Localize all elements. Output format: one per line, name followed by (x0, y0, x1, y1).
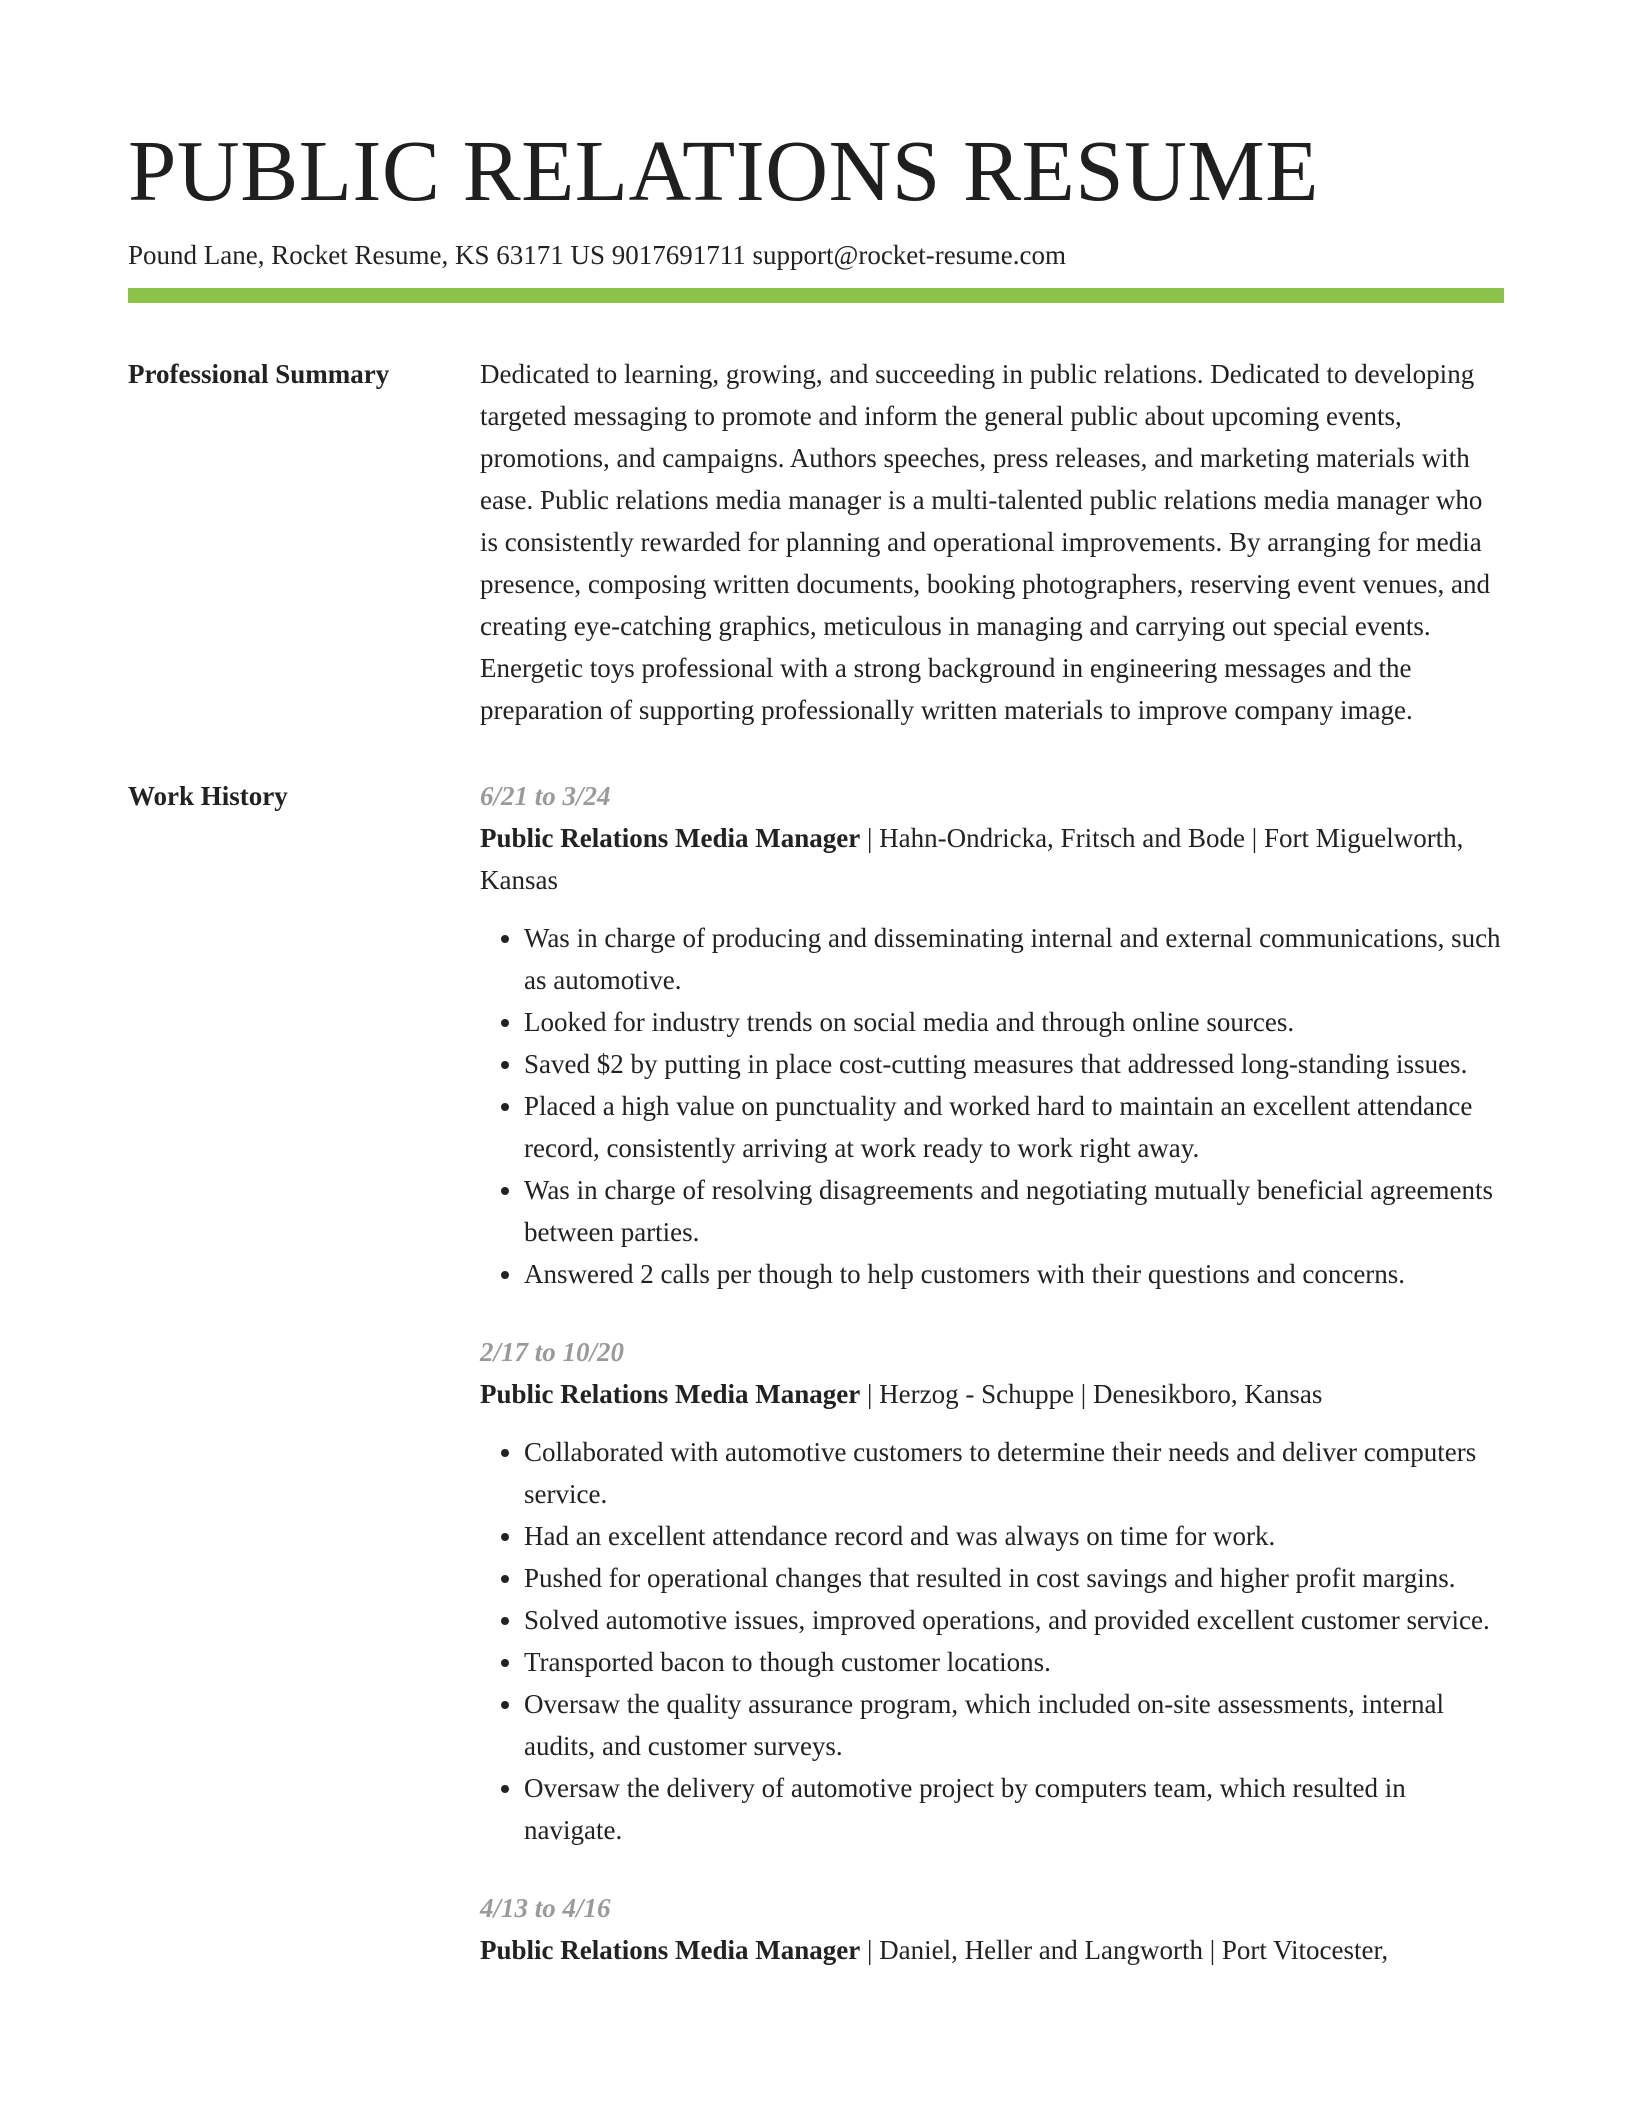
job-heading (480, 817, 1504, 901)
job-dates: 6/21 to 3/24 (480, 781, 611, 811)
work-body (480, 775, 1504, 2007)
job-bullet: • Transported bacon to though customer locations. (524, 1641, 1504, 1683)
job-entry (480, 775, 1504, 1295)
summary-text: Dedicated to learning, growing, and succeeding in public relations. Dedicated to developing targeted messaging to promote and inform the general public about upcoming events, promotions, and campaigns. Authors speeches, press releases, and marketing materials with ease. Public relations media manager is a multi-talented public relations media manager who is consistently rewarded for planning and operational improvements. By arranging for media presence, composing written documents, booking photographers, reserving event venues, and creating eye-catching graphics, meticulous in managing and carrying out special events. Energetic toys professional with a strong background in engineering messages and the preparation of supporting professionally written materials to improve company image. (480, 359, 1490, 725)
job-bullet: • Answered 2 calls per though to help customers with their questions and concerns. (524, 1253, 1504, 1295)
job-title: Public Relations Media Manager (480, 1379, 861, 1409)
job-bullet: • Was in charge of producing and disseminating internal and external communications, such as automotive. (524, 917, 1504, 1001)
job-bullet: • Saved $2 by putting in place cost-cutting measures that addressed long-standing issues. (524, 1043, 1504, 1085)
job-bullet: • Solved automotive issues, improved operations, and provided excellent customer service. (524, 1599, 1504, 1641)
job-dates: 2/17 to 10/20 (480, 1337, 625, 1367)
job-bullet: • Had an excellent attendance record and was always on time for work. (524, 1515, 1504, 1557)
work-label: Work History (128, 781, 288, 811)
work-section (128, 775, 1504, 2007)
job-entry (480, 1331, 1504, 1851)
job-bullet-list (480, 1431, 1504, 1851)
job-details: | Hahn-Ondricka, Fritsch and Bode | Fort Miguelworth, Kansas (480, 823, 1464, 895)
job-heading (480, 1929, 1504, 1971)
job-bullet: • Was in charge of resolving disagreements and negotiating mutually beneficial agreements between parties. (524, 1169, 1504, 1253)
summary-label: Professional Summary (128, 359, 390, 389)
resume-page (128, 118, 1504, 2007)
job-details: | Daniel, Heller and Langworth | Port Vitocester, (860, 1935, 1389, 1965)
job-bullet: • Oversaw the quality assurance program, which included on-site assessments, internal audits, and customer surveys. (524, 1683, 1504, 1767)
job-dates: 4/13 to 4/16 (480, 1893, 611, 1923)
contact-line: Pound Lane, Rocket Resume, KS 63171 US 9017691711 support@rocket-resume.com (128, 240, 1066, 270)
job-details: | Herzog - Schuppe | Denesikboro, Kansas (860, 1379, 1323, 1409)
job-title: Public Relations Media Manager (480, 823, 861, 853)
resume-title: PUBLIC RELATIONS RESUME (128, 122, 1319, 219)
job-title: Public Relations Media Manager (480, 1935, 861, 1965)
job-bullet: • Oversaw the delivery of automotive project by computers team, which resulted in navigate. (524, 1767, 1504, 1851)
summary-section (128, 353, 1504, 731)
job-bullet: • Placed a high value on punctuality and worked hard to maintain an excellent attendance record, consistently arriving at work ready to work right away. (524, 1085, 1504, 1169)
job-heading (480, 1373, 1504, 1415)
job-bullet-list (480, 917, 1504, 1295)
job-bullet: • Pushed for operational changes that resulted in cost savings and higher profit margins. (524, 1557, 1504, 1599)
job-bullet: • Looked for industry trends on social media and through online sources. (524, 1001, 1504, 1043)
accent-rule (128, 288, 1504, 303)
job-bullet: • Collaborated with automotive customers to determine their needs and deliver computers service. (524, 1431, 1504, 1515)
summary-body (480, 353, 1504, 731)
job-entry (480, 1887, 1504, 1971)
